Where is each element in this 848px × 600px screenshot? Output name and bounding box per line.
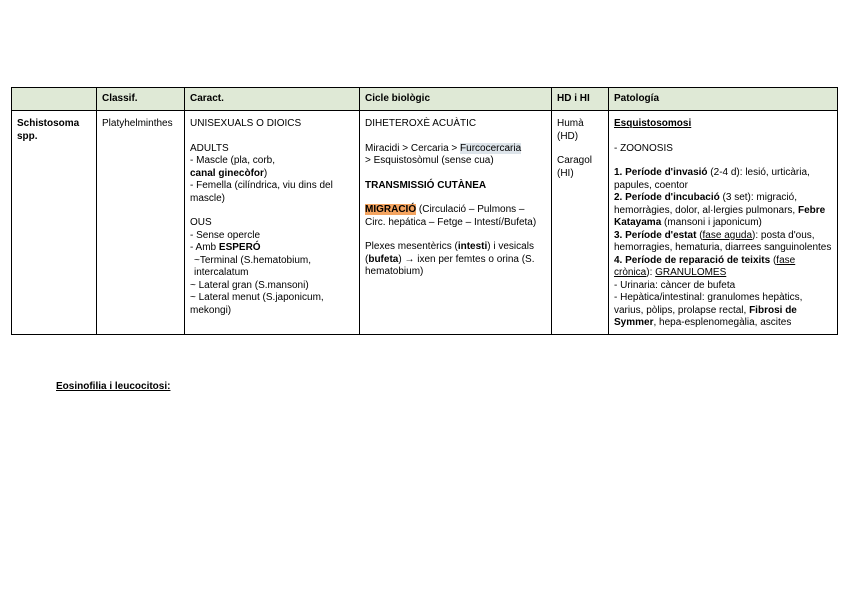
hd-hi-cell	[552, 111, 609, 335]
caract-line: UNISEXUALS O DIOICS	[190, 118, 302, 129]
header-cell-hd-hi: HD i HI	[552, 88, 609, 111]
header-cell-patologia: Patología	[609, 88, 838, 111]
femella-line: - Femella (cilíndrica, viu dins del mascle)	[190, 180, 333, 204]
patologia-line: - Urinaria: càncer de bufeta	[614, 279, 736, 291]
schistosoma-table	[11, 87, 838, 335]
cicle-line: DIHETEROXÈ ACUÀTIC	[365, 118, 477, 129]
patologia-line: 3. Període d'estat (fase aguda): posta d'ous, hemorragies, hematuria, diarrees sanguinolentes	[614, 229, 832, 253]
cicle-cell	[360, 111, 552, 335]
ous-line: - Sense opercle	[190, 229, 261, 241]
header-cell-classif: Classif.	[97, 88, 185, 111]
cicle-line: MIGRACIÓ (Circulació – Pulmons – Circ. hepática – Fetge – Intestí/Bufeta)	[365, 204, 537, 228]
adults-title: ADULTS	[190, 142, 229, 154]
header-cell-cicle: Cicle biològic	[360, 88, 552, 111]
cicle-line: Miracidi > Cercaria > Furcocercaria > Esquistosòmul (sense cua)	[365, 142, 522, 166]
mascle-line: - Mascle (pla, corb, canal ginecòfor)	[190, 155, 276, 179]
patologia-line: 1. Període d'invasió (2-4 d): lesió, urticària, papules, coentor	[614, 167, 810, 191]
table-row	[12, 111, 838, 335]
section-heading: Eosinofilia i leucocitosi:	[56, 381, 171, 392]
species-name-cell: Schistosoma spp.	[12, 111, 97, 335]
patologia-line: - Hepàtica/intestinal: granulomes hepàtics, varius, pòlips, prolapse rectal, Fibrosi de Symmer, hepa-esplenomegàlia, ascites	[614, 292, 803, 328]
ous-title: OUS	[190, 217, 212, 228]
patologia-cell	[609, 111, 838, 335]
patologia-line: 4. Període de reparació de teixits (fase crònica): GRANULOMES	[614, 254, 796, 278]
header-cell-caract: Caract.	[185, 88, 360, 111]
header-cell-empty	[12, 88, 97, 111]
hd-line: Humà (HD)	[557, 118, 584, 142]
classif-cell: Platyhelminthes	[97, 111, 185, 335]
ous-line: - Amb ESPERÓ	[190, 242, 261, 253]
hi-line: Caragol (HI)	[557, 155, 593, 179]
header-row	[12, 88, 838, 111]
cicle-line: Plexes mesentèrics (intesti) i vesicals (bufeta) → ixen per femtes o orina (S. hematobium)	[365, 241, 535, 277]
cicle-line: TRANSMISSIÓ CUTÀNEA	[365, 179, 487, 191]
patologia-line: 2. Període d'incubació (3 set): migració, hemorràgies, dolor, al·lergies pulmonars, Febre Katayama (mansoni i japonicum)	[614, 192, 826, 228]
caract-cell	[185, 111, 360, 335]
ous-line: ~ Lateral gran (S.mansoni)	[190, 279, 309, 291]
patologia-line: - ZOONOSIS	[614, 142, 673, 154]
ous-line: ~Terminal (S.hematobium, intercalatum	[194, 254, 311, 278]
ous-line: ~ Lateral menut (S.japonicum, mekongi)	[190, 292, 324, 316]
patologia-title: Esquistosomosi	[614, 118, 692, 129]
